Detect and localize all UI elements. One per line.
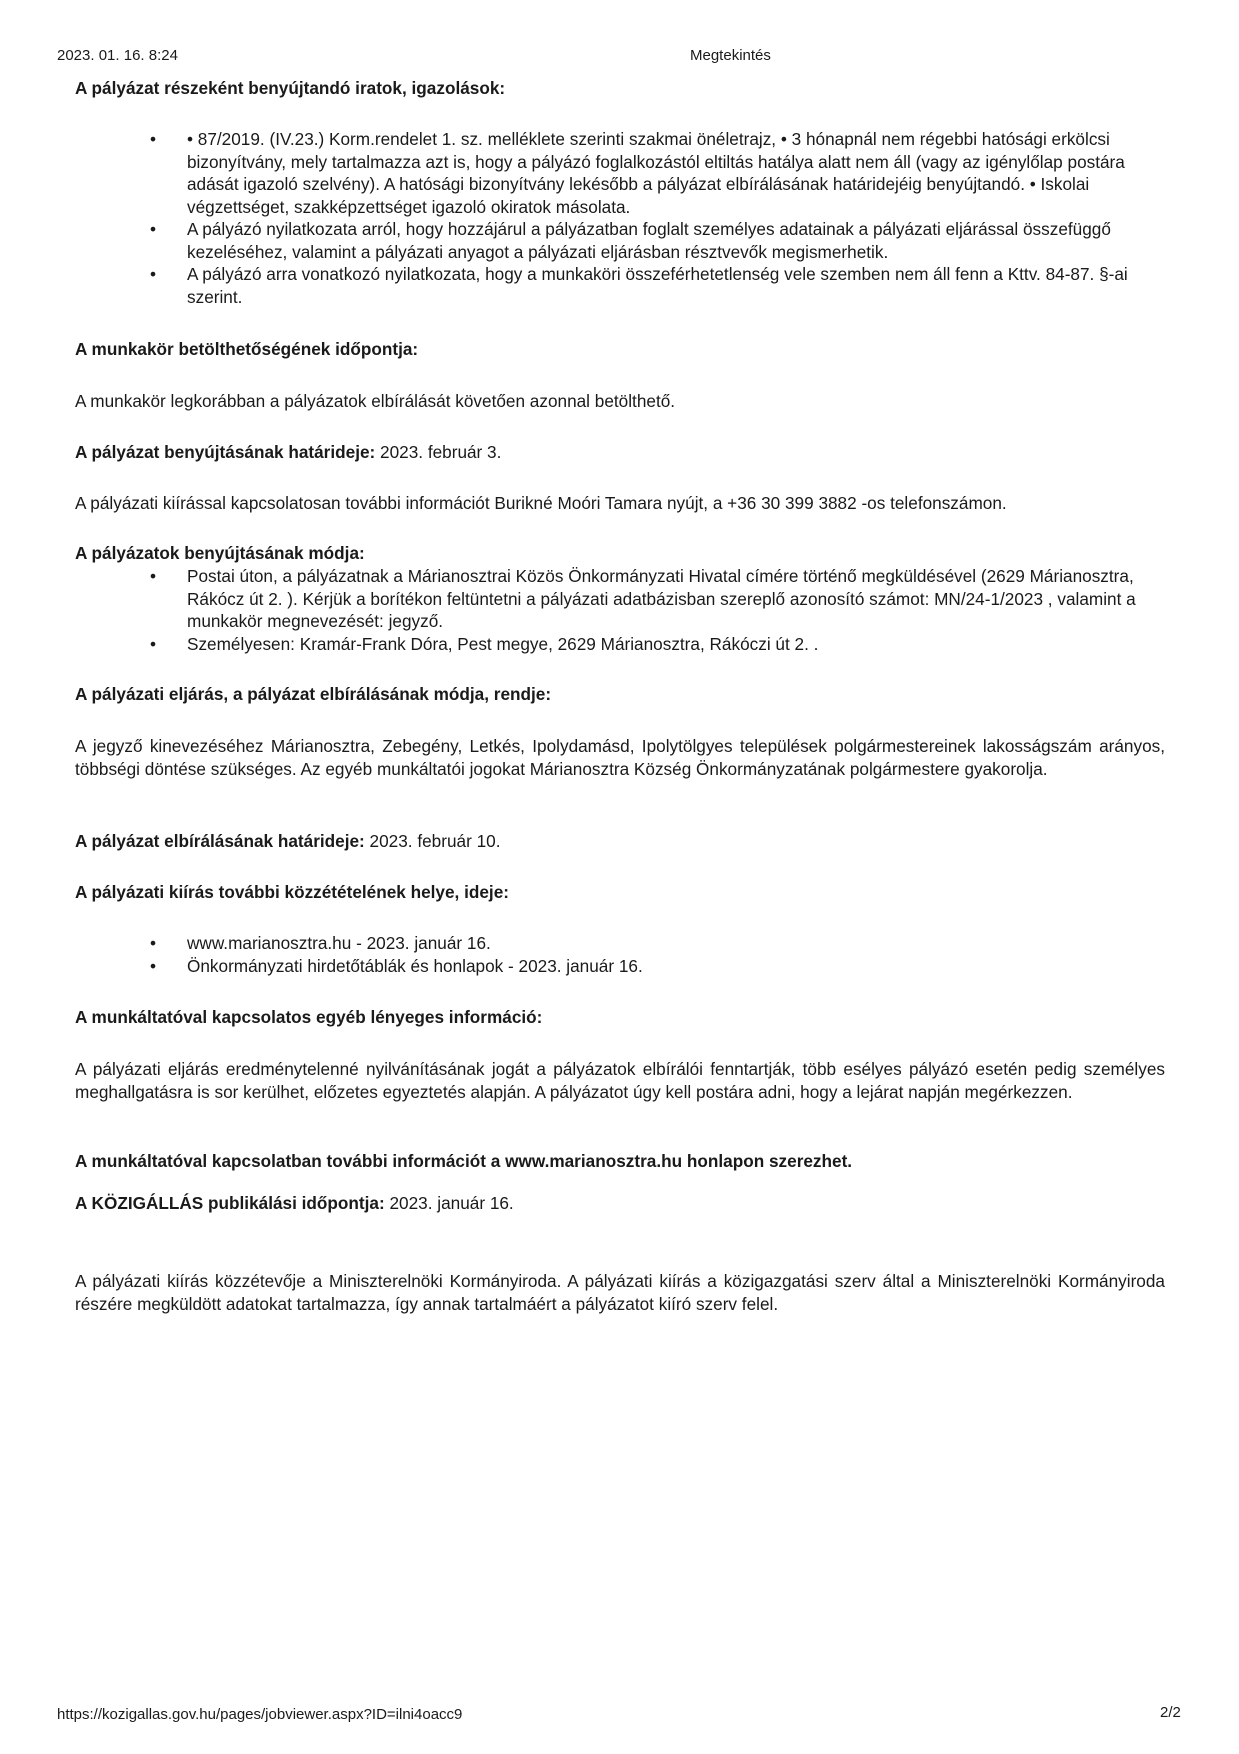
bullet-icon: • <box>149 129 157 149</box>
footer-url: https://kozigallas.gov.hu/pages/jobviewer.aspx?ID=ilni4oacc9 <box>57 1706 463 1723</box>
list-item <box>75 218 1175 263</box>
publication-list <box>75 932 1175 977</box>
documents-heading: A pályázat részeként benyújtandó iratok, igazolások: <box>75 78 506 98</box>
fill-date-heading: A munkakör betölthetőségének időpontja: <box>75 339 419 359</box>
print-datetime: 2023. 01. 16. 8:24 <box>57 47 178 64</box>
kozigallas-label: A KÖZIGÁLLÁS publikálási időpontja: <box>75 1193 385 1213</box>
procedure-heading: A pályázati eljárás, a pályázat elbírálásának módja, rendje: <box>75 684 552 704</box>
kozigallas-value: 2023. január 16. <box>384 1193 514 1213</box>
page-header-title: Megtekintés <box>690 47 771 64</box>
bullet-icon: • <box>149 933 157 953</box>
submission-list <box>75 565 1175 655</box>
kozigallas-line <box>75 1192 1165 1215</box>
list-item-text: Önkormányzati hirdetőtáblák és honlapok - 2023. január 16. <box>187 955 643 976</box>
evaluation-deadline-label: A pályázat elbírálásának határideje: <box>75 831 365 851</box>
submission-heading: A pályázatok benyújtásának módja: <box>75 543 365 563</box>
list-item-text: Személyesen: Kramár-Frank Dóra, Pest megye, 2629 Márianosztra, Rákóczi út 2. . <box>187 633 819 654</box>
publication-heading: A pályázati kiírás további közzétételének helye, ideje: <box>75 882 509 902</box>
deadline-label: A pályázat benyújtásának határideje: <box>75 442 376 462</box>
contact-info: A pályázati kiírással kapcsolatosan további információt Burikné Moóri Tamara nyújt, a +36 30 399 3882 -os telefonszámon. <box>75 493 1007 513</box>
page-number: 2/2 <box>1160 1704 1181 1721</box>
list-item <box>75 565 1175 633</box>
evaluation-deadline-line <box>75 830 1165 853</box>
list-item <box>75 128 1175 218</box>
list-item <box>75 955 1175 978</box>
bullet-icon: • <box>149 219 157 239</box>
bullet-icon: • <box>149 566 157 586</box>
bullet-icon: • <box>149 955 157 976</box>
list-item <box>75 263 1175 308</box>
evaluation-deadline-value: 2023. február 10. <box>364 831 501 851</box>
documents-list <box>75 128 1175 308</box>
list-item-text: Postai úton, a pályázatnak a Márianosztrai Közös Önkormányzati Hivatal címére történő megküldésével (2629 Márianosztra, Rákócz út 2. ). Kérjük a borítékon feltüntetni a pályázati adatbázisban szereplő azonosító számot: MN/24-1/2023 , valamint a munkakör megnevezését: jegyző. <box>187 566 1136 631</box>
disclaimer: A pályázati kiírás közzétevője a Miniszterelnöki Kormányiroda. A pályázati kiírás a közigazgatási szerv által a Miniszterelnöki Kormányiroda részére megküldött adatokat tartalmazza, így annak tartalmáért a pályázatot kiíró szerv felel. <box>75 1271 1165 1314</box>
employer-info-heading: A munkáltatóval kapcsolatos egyéb lényeges információ: <box>75 1007 543 1027</box>
list-item <box>75 932 1175 955</box>
employer-info-text: A pályázati eljárás eredménytelenné nyilvánításának jogát a pályázatok elbírálói fenntartják, több esélyes pályázó esetén pedig személyes meghallgatásra is sor kerülhet, előzetes egyeztetés alapján. A pályázatot úgy kell postára adni, hogy a lejárat napján megérkezzen. <box>75 1059 1165 1102</box>
bullet-icon: • <box>149 633 157 654</box>
procedure-text: A jegyző kinevezéséhez Márianosztra, Zebegény, Letkés, Ipolydamásd, Ipolytölgyes települések polgármestereinek lakosságszám arányos, többségi döntése szükséges. Az egyéb munkáltatói jogokat Márianosztra Község Önkormányzatának polgármestere gyakorolja. <box>75 736 1165 779</box>
bullet-icon: • <box>149 264 157 284</box>
deadline-line <box>75 441 1165 464</box>
list-item-text: www.marianosztra.hu - 2023. január 16. <box>187 933 491 953</box>
list-item-text: A pályázó arra vonatkozó nyilatkozata, hogy a munkaköri összeférhetetlenség vele szemben nem áll fenn a Kttv. 84-87. §-ai szerint. <box>187 264 1128 307</box>
more-info: A munkáltatóval kapcsolatban további információt a www.marianosztra.hu honlapon szerezhet. <box>75 1151 853 1171</box>
deadline-value: 2023. február 3. <box>375 442 502 462</box>
list-item-text: • 87/2019. (IV.23.) Korm.rendelet 1. sz. melléklete szerinti szakmai önéletrajz, • 3 hónapnál nem régebbi hatósági erkölcsi bizonyítvány, mely tartalmazza azt is, hogy a pályázó foglalkozástól eltiltás hatálya alatt nem áll (vagy az igénylőlap postára adását igazoló szelvény). A hatósági bizonyítvány lekésőbb a pályázat elbírálásának határidejéig benyújtandó. • Iskolai végzettséget, szakképzettséget igazoló okiratok másolata. <box>187 129 1125 217</box>
list-item <box>75 633 1175 656</box>
fill-date-text: A munkakör legkorábban a pályázatok elbírálását követően azonnal betölthető. <box>75 391 676 411</box>
list-item-text: A pályázó nyilatkozata arról, hogy hozzájárul a pályázatban foglalt személyes adatainak a pályázati eljárással összefüggő kezeléséhez, valamint a pályázati anyagot a pályázati eljárásban résztvevők megismerhetik. <box>187 219 1111 262</box>
